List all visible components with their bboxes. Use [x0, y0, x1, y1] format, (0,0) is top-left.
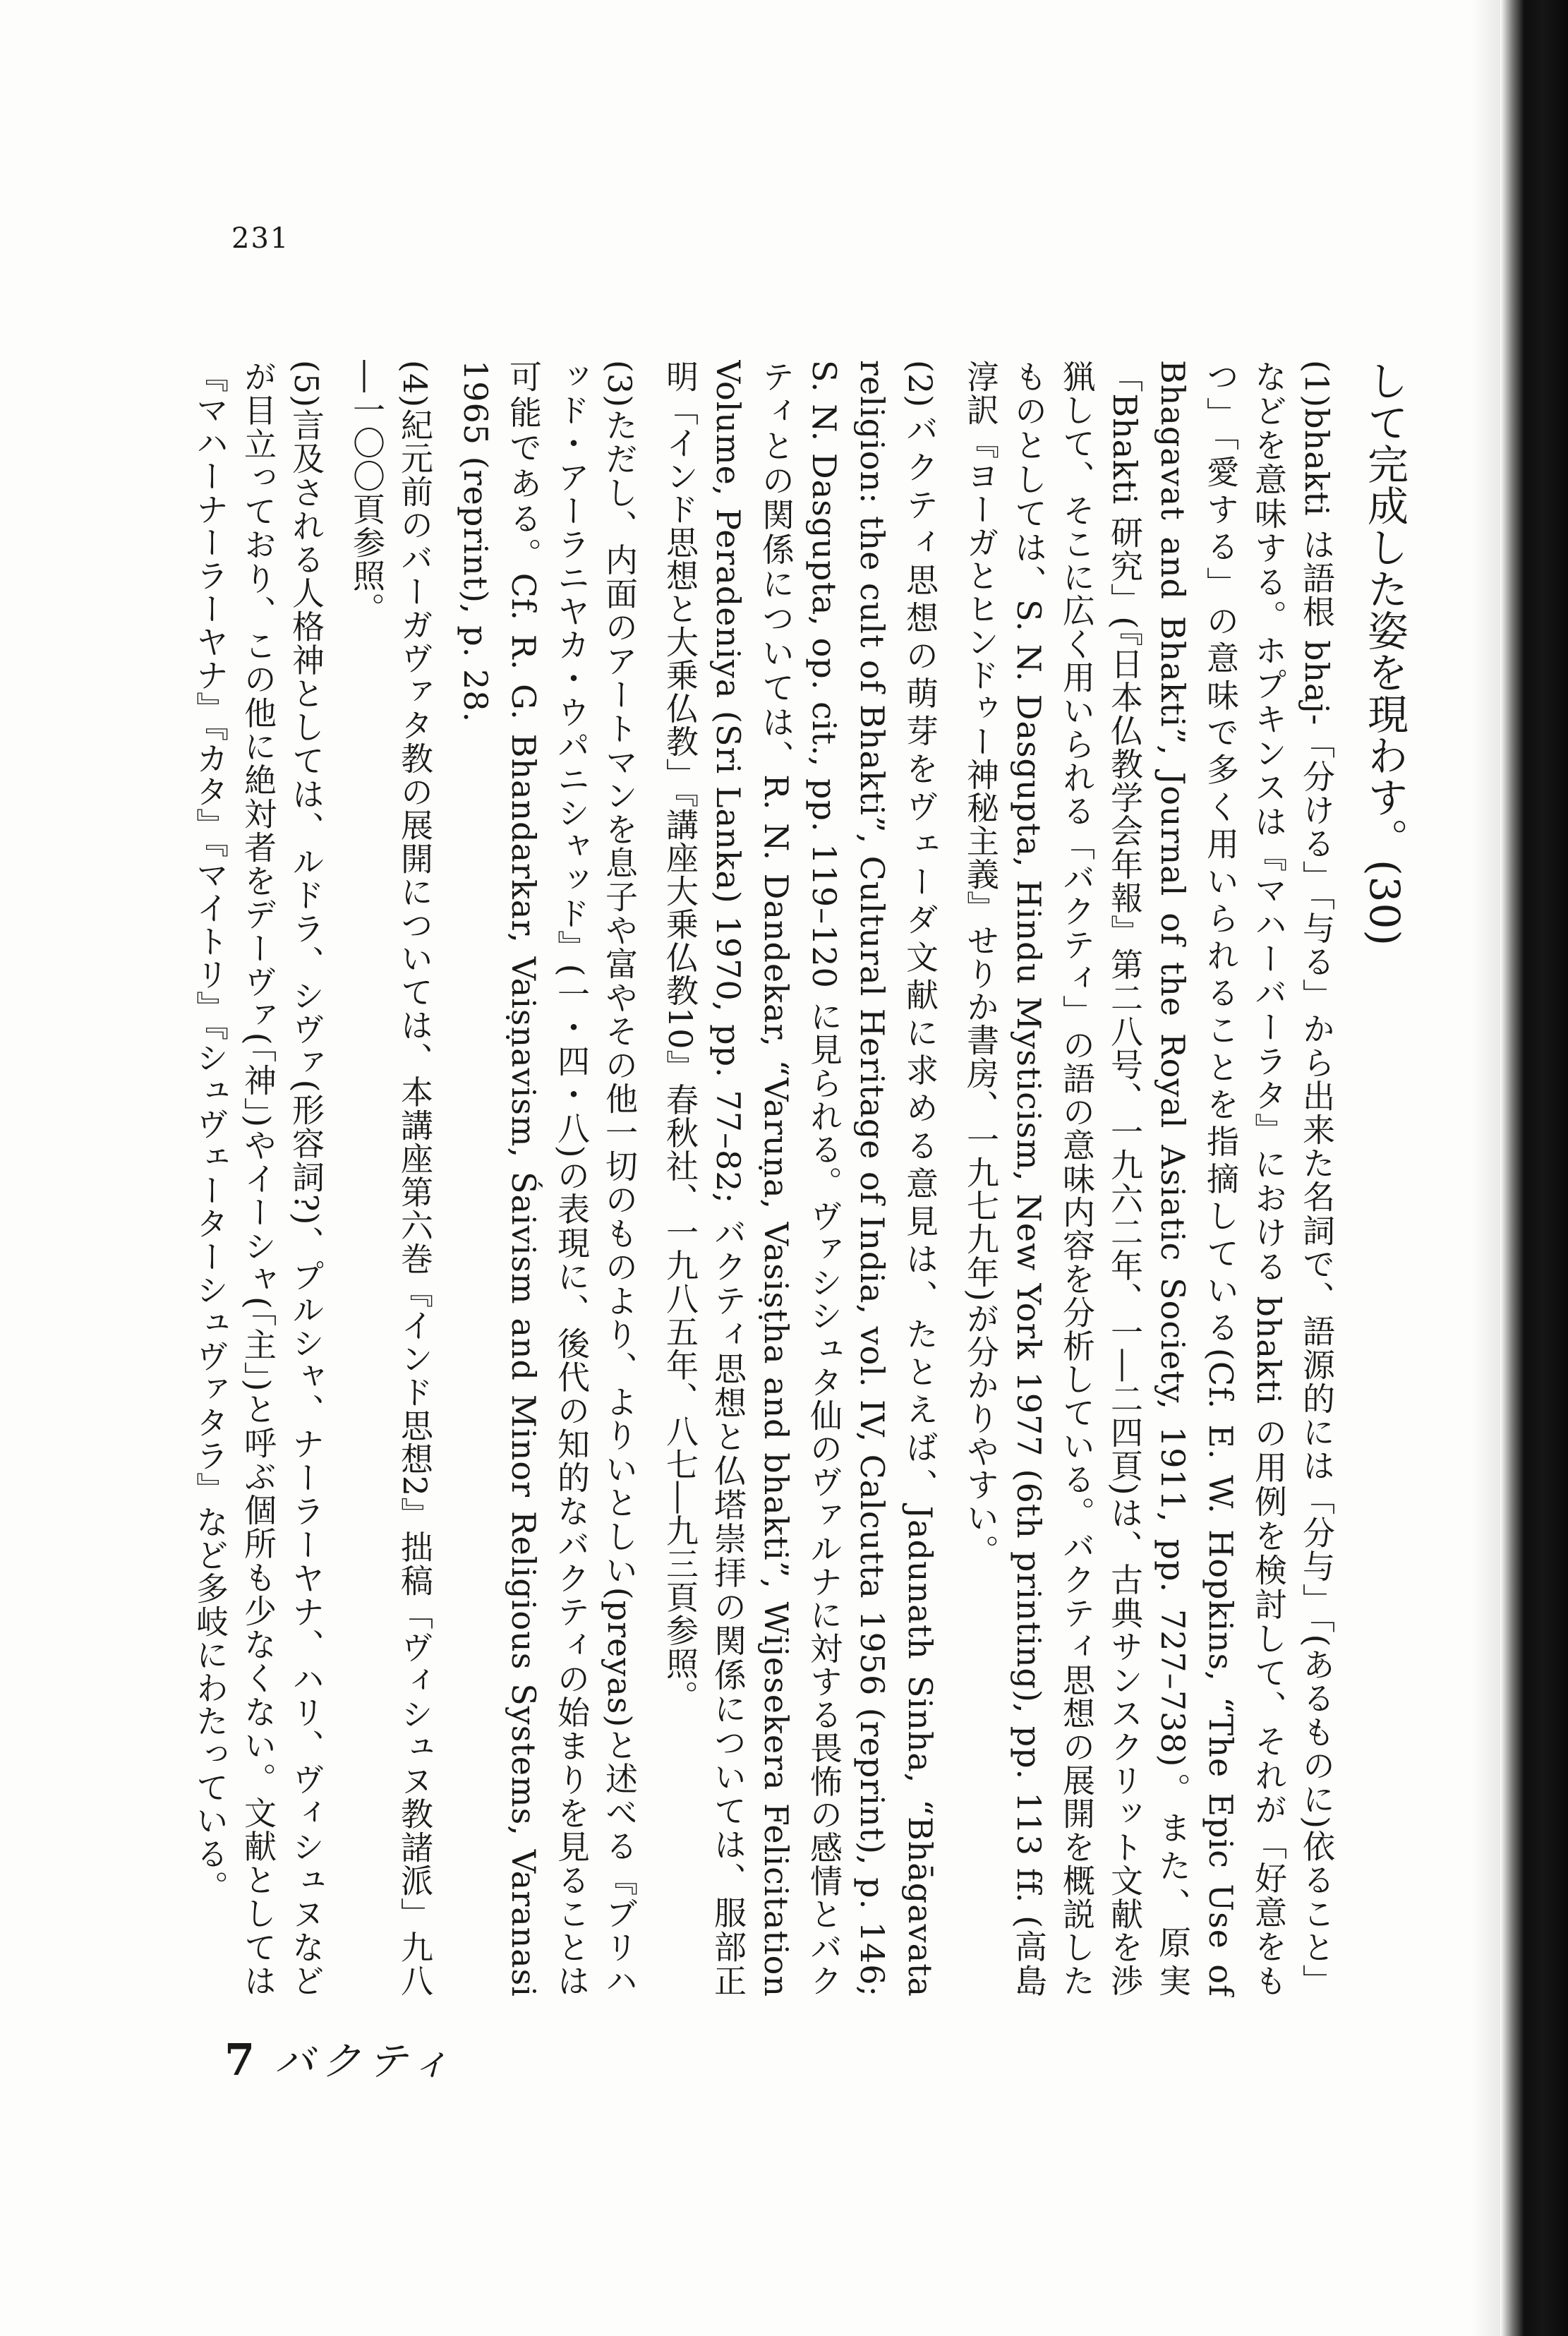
chapter-title: バクティ	[275, 2039, 458, 2085]
footnote-text: ただし、内面のアートマンを息子や富やその他一切のものより、よりいとしい(preyas)と述べる『ブリハッド・アーラニヤカ・ウパニシャッド』(一・四・八)の表現に、後代の知的なバクティの始まりを見ることは可能である。Cf. R. G. Bhandarkar, Vaiṣṇavism, Śaivism and Minor Religious Systems, Varanasi 1965 (reprint), p. 28.	[457, 360, 639, 1997]
binding-shadow	[1472, 0, 1500, 2336]
footnote-number: (2)	[901, 360, 939, 409]
running-footer	[224, 2034, 458, 2085]
footnote-number: (1)	[1298, 360, 1336, 409]
footnote-3	[452, 360, 644, 1997]
footnote-text: 言及される人格神としては、ルドラ、シヴァ(形容詞?)、プルシャ、ナーラーヤナ、ハリ、ヴィシュヌなどが目立っており、この他に絶対者をデーヴァ(「神」)やイーシャ(「主」)と呼ぶ個所も少なくない。文献としては『マハーナーラーヤナ』『カタ』『マイトリ』『シュヴェーターシュヴァタラ』など多岐にわたっている。	[191, 360, 325, 1997]
footnote-number: (5)	[287, 360, 325, 409]
page-number: 231	[231, 222, 290, 255]
intro-line: して完成した姿を現わす。(30)	[1361, 360, 1409, 947]
footnote-1	[957, 360, 1341, 1997]
footnote-text: bhakti は語根 bhaj-「分ける」「与る」から出来た名詞で、語源的には「分与」「(あるものに)依ること」などを意味する。ホプキンスは『マハーバーラタ』における bhakti の用例を検討して、それが「好意をもつ」「愛する」の意味で多く用いられることを指摘している(Cf. E. W. Hopkins, “The Epic Use of Bhagavat and Bhakti”, Journal of the Royal Asiatic Society, 1911, pp. 727–738)。また、原実「Bhakti 研究」(『日本仏教学会年報』第二八号、一九六二年、一―二四頁)は、古典サンスクリット文献を渉猟して、そこに広く用いられる「バクティ」の語の意味内容を分析している。バクティ思想の展開を概説したものとしては、S. N. Dasgupta, Hindu Mysticism, New York 1977 (6th printing), pp. 113 ff. (高島淳訳『ヨーガとヒンドゥー神秘主義』せりか書房、一九七九年)が分かりやすい。	[962, 360, 1336, 1997]
footnote-text: バクティ思想の萌芽をヴェーダ文献に求める意見は、たとえば、Jadunath Sinha, “Bhāgavata religion: the cult of Bhakti”, Cultural Heritage of India, vol. IV, Calcutta 1956 (reprint), p. 146; S. N. Dasgupta, op. cit., pp. 119–120 に見られる。ヴァシシュタ仙のヴァルナに対する畏怖の感情とバクティとの関係については、R. N. Dandekar, “Varuṇa, Vasiṣṭha and bhakti”, Wijesekera Felicitation Volume, Peradeniya (Sri Lanka) 1970, pp. 77–82; バクティ思想と仏塔崇拝の関係については、服部正明「インド思想と大乗仏教」『講座大乗仏教10』春秋社、一九八五年、八七―九三頁参照。	[661, 360, 939, 1997]
footnote-text: 紀元前のバーガヴァタ教の展開については、本講座第六巻『インド思想2』拙稿「ヴィシュヌ教諸派」九八―一〇〇頁参照。	[348, 360, 434, 1997]
footnote-2	[656, 360, 944, 1997]
book-binding-edge	[1500, 0, 1568, 2336]
footnote-number: (3)	[601, 360, 639, 409]
chapter-number: 7	[224, 2034, 263, 2085]
footnote-text-block	[189, 360, 1417, 1997]
footnote-number: (4)	[396, 360, 434, 409]
footnote-5	[189, 360, 330, 1997]
footnote-4	[343, 360, 439, 1997]
